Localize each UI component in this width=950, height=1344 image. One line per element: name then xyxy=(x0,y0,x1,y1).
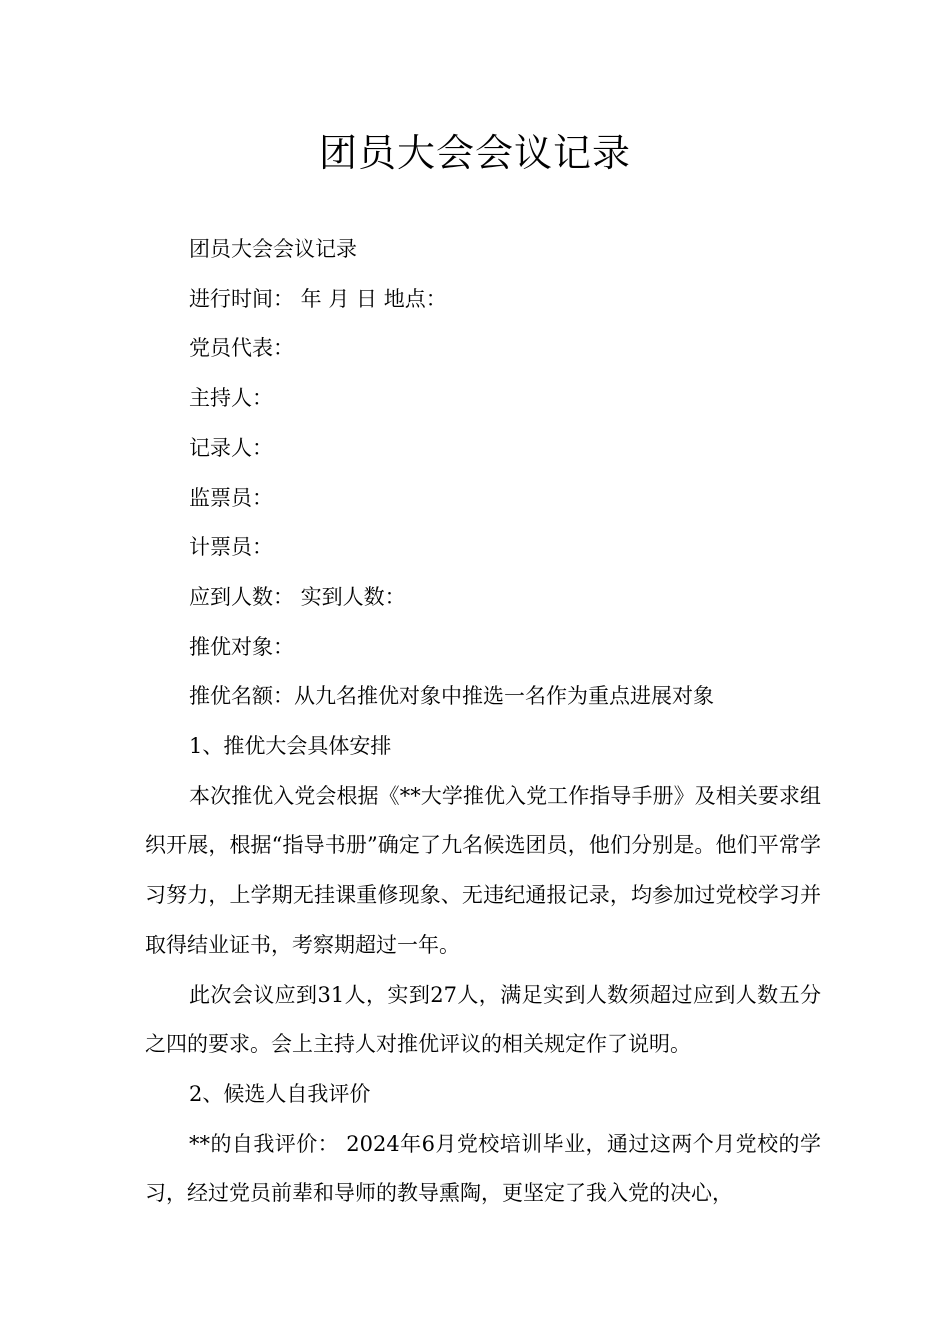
recorder: 记录人： xyxy=(189,435,273,460)
paragraph-arrangement: 本次推优入党会根据《**大学推优入党工作指导手册》及相关要求组织开展，根据“指导书册”确定了九名候选团员，他们分别是。他们平常学习努力，上学期无挂课重修现象、无违纪通报记录，均参加过党校学习并取得结业证书，考察期超过一年。 xyxy=(145,783,821,957)
nomination-targets: 推优对象： xyxy=(189,634,294,659)
meeting-record-heading: 团员大会会议记录 xyxy=(189,237,357,261)
host: 主持人： xyxy=(189,386,273,411)
vote-supervisor: 监票员： xyxy=(189,485,273,510)
paragraph-self-evaluation: **的自我评价： 2024年6月党校培训毕业，通过这两个月党校的学习，经过党员前辈和导师的教导熏陶，更坚定了我入党的决心， xyxy=(145,1131,821,1206)
section-1-heading: 1、推优大会具体安排 xyxy=(189,734,392,759)
nomination-quota: 推优名额：从九名推优对象中推选一名作为重点进展对象 xyxy=(189,684,714,709)
meeting-time-location: 进行时间： 年 月 日 地点： xyxy=(189,286,447,311)
party-representative: 党员代表： xyxy=(189,336,294,361)
paragraph-attendance: 此次会议应到31人，实到27人，满足实到人数须超过应到人数五分之四的要求。会上主持人对推优评议的相关规定作了说明。 xyxy=(145,982,821,1057)
section-2-heading: 2、候选人自我评价 xyxy=(189,1081,371,1106)
vote-counter: 计票员： xyxy=(189,535,273,560)
document-title: 团员大会会议记录 xyxy=(318,131,631,175)
attendance-count: 应到人数： 实到人数： xyxy=(189,584,406,609)
document-body xyxy=(145,225,821,1219)
